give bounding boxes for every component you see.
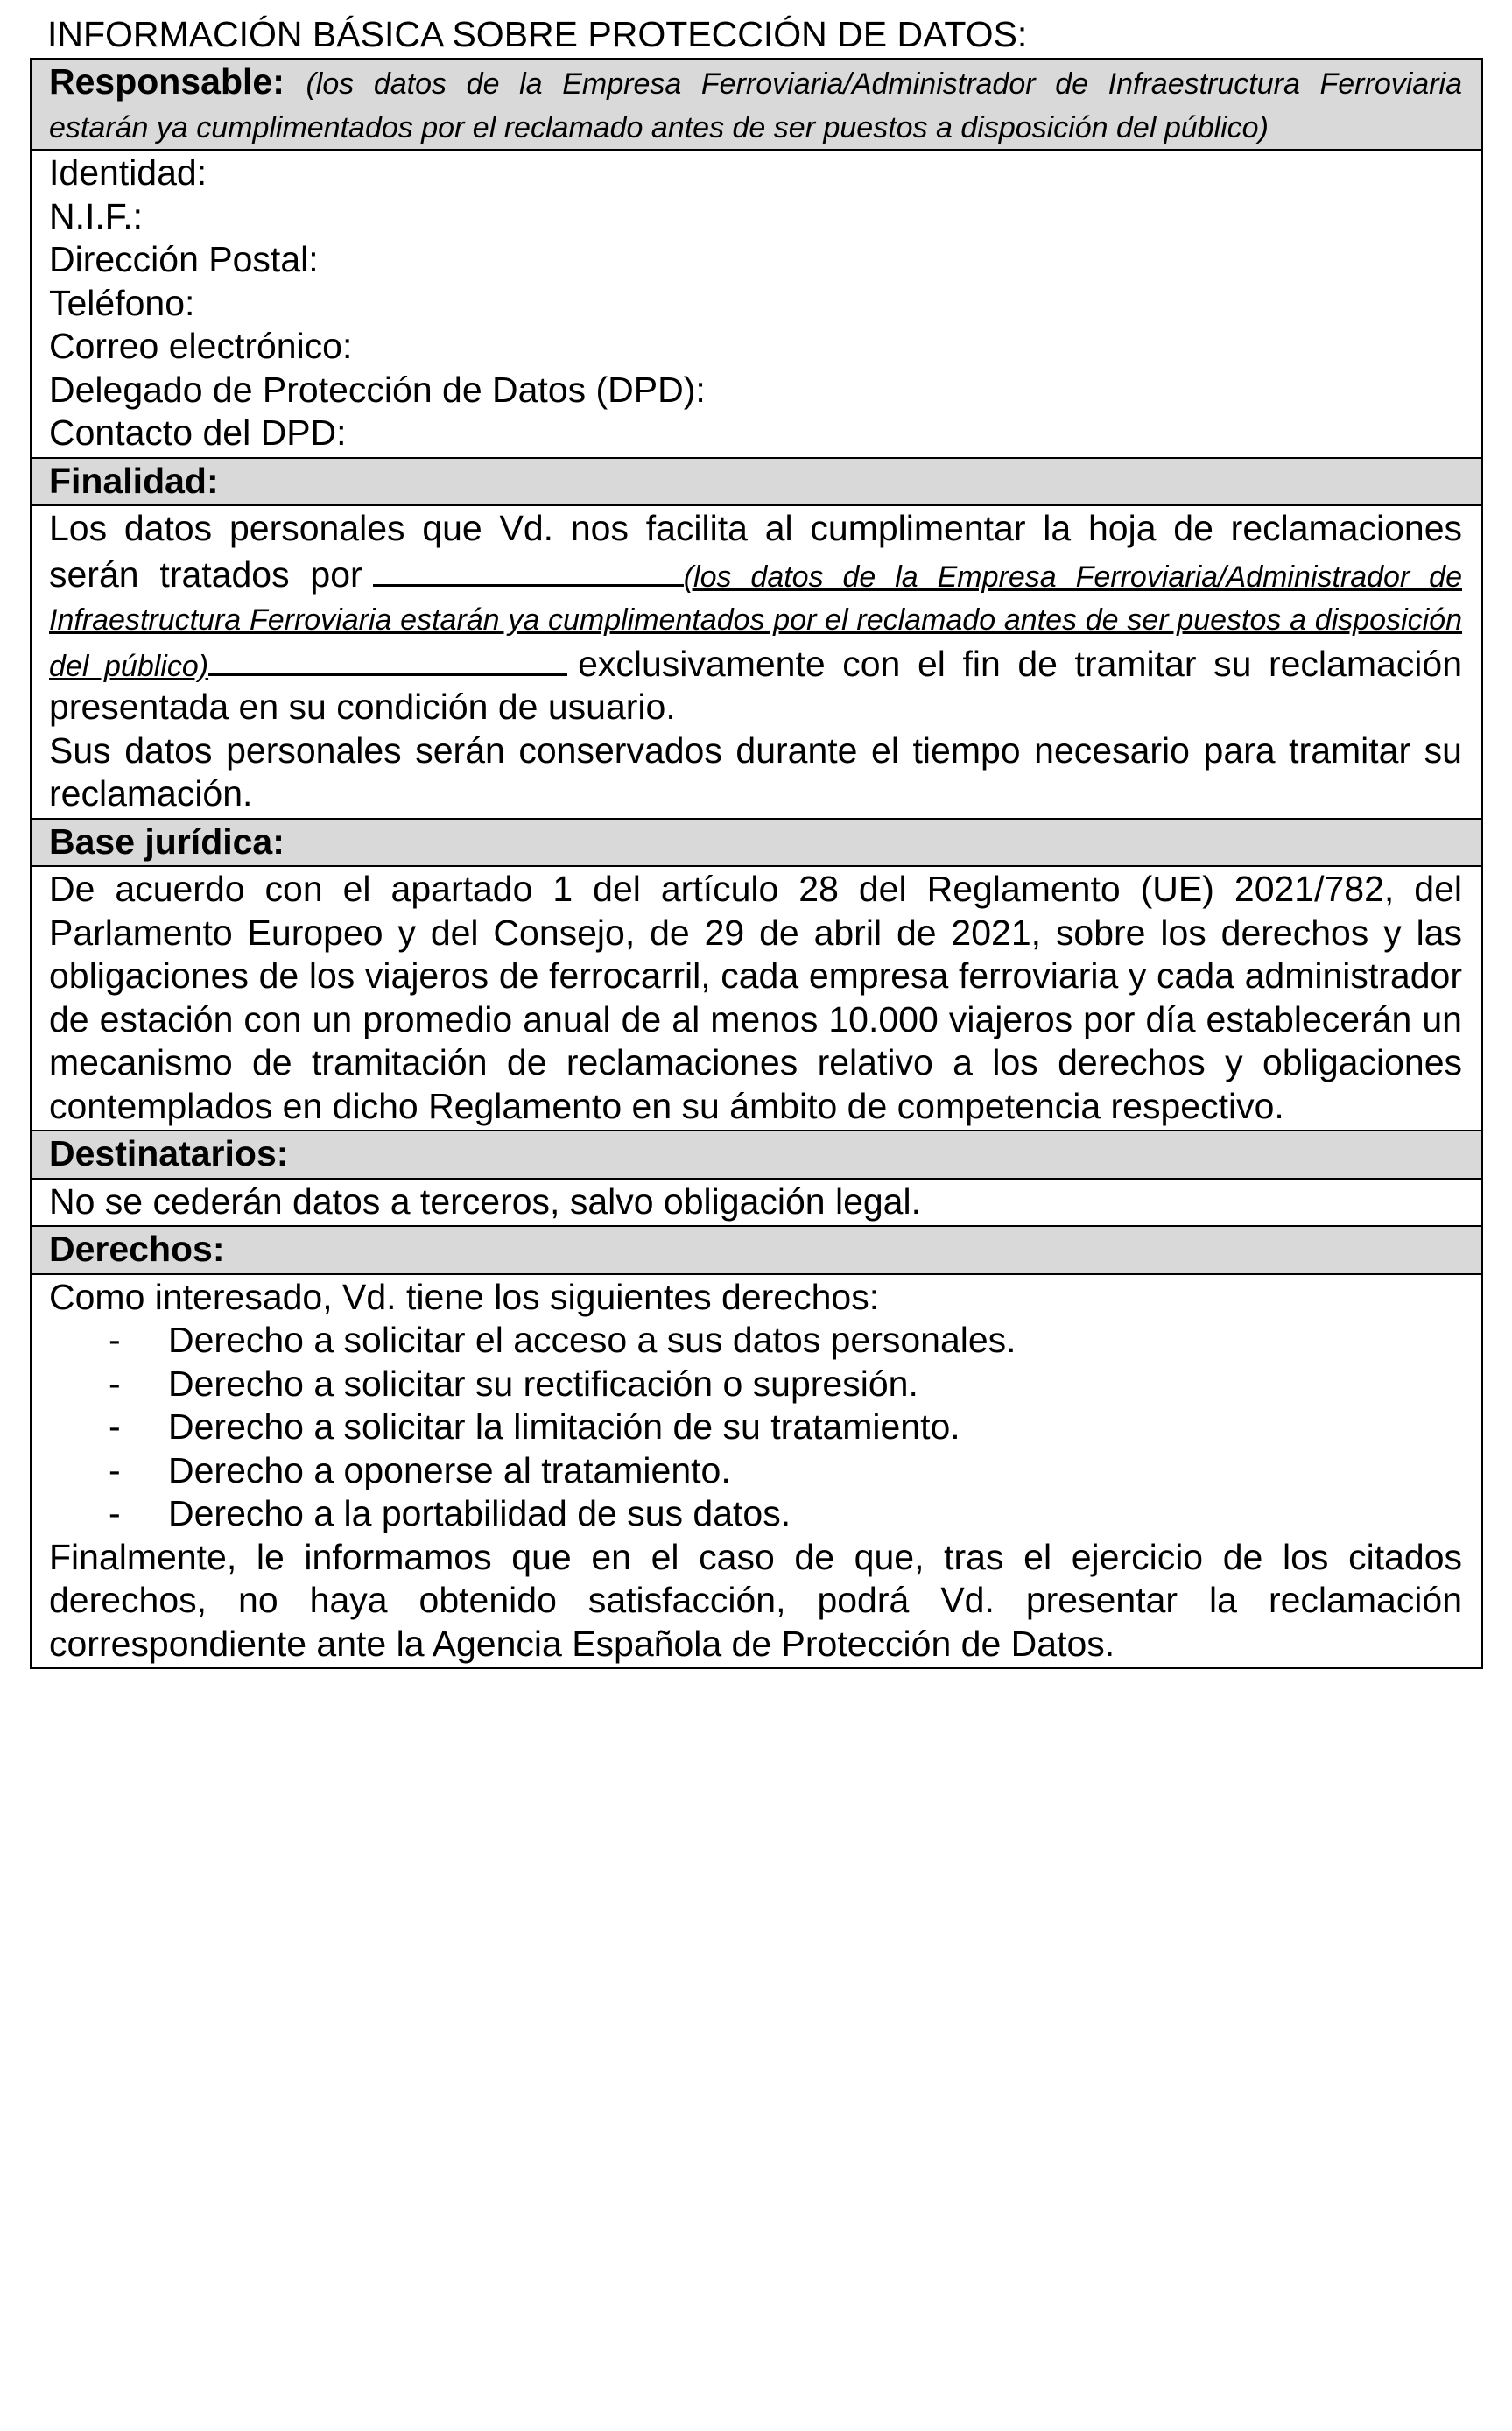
- finalidad-text-end: exclusivamente con el fin de tramitar su reclamación presentada en su condición de usuario.: [49, 643, 1463, 727]
- blank-line-entity-end: [208, 640, 567, 676]
- field-correo-electronico: Correo electrónico:: [49, 326, 353, 366]
- derechos-closing: Finalmente, le informamos que en el caso de que, tras el ejercicio de los citados derechos, no haya obtenido satisfacción, podrá Vd. presentar la reclamación correspondiente ante la Agencia Española de Protección de Datos.: [49, 1536, 1462, 1664]
- derecho-rectificacion: Derecho a solicitar su rectificación o supresión.: [168, 1363, 918, 1404]
- responsable-body: [31, 150, 1482, 458]
- responsable-heading: Responsable:: [49, 61, 285, 102]
- bullet-dash: -: [109, 1449, 121, 1490]
- list-item: [49, 1319, 1462, 1363]
- finalidad-header-row: [31, 458, 1482, 506]
- derecho-oposicion: Derecho a oponerse al tratamiento.: [168, 1449, 731, 1490]
- base-juridica-header: Base jurídica:: [31, 819, 1482, 867]
- finalidad-body: [31, 505, 1482, 819]
- finalidad-note: (los datos de la Empresa Ferroviaria/Administrador de Infraestructura Ferroviaria estarán ya cumplimentados por el reclamado antes de ser puestos a disposición del público): [49, 560, 1462, 683]
- finalidad-body-row: [31, 505, 1482, 819]
- derecho-limitacion: Derecho a solicitar la limitación de su tratamiento.: [168, 1406, 960, 1447]
- field-telefono: Teléfono:: [49, 282, 195, 323]
- derechos-body: [31, 1274, 1482, 1669]
- list-item: [49, 1449, 1462, 1493]
- field-contacto-dpd: Contacto del DPD:: [49, 412, 347, 453]
- responsable-body-row: [31, 150, 1482, 458]
- finalidad-paragraph: [49, 507, 1462, 729]
- destinatarios-body-row: [31, 1179, 1482, 1227]
- base-juridica-header-row: [31, 819, 1482, 867]
- finalidad-header: Finalidad:: [31, 458, 1482, 506]
- destinatarios-body: No se cederán datos a terceros, salvo obligación legal.: [31, 1179, 1482, 1227]
- destinatarios-header-row: [31, 1131, 1482, 1179]
- derechos-header: Derechos:: [31, 1226, 1482, 1274]
- bullet-dash: -: [109, 1493, 121, 1533]
- list-item: [49, 1492, 1462, 1536]
- document-title: INFORMACIÓN BÁSICA SOBRE PROTECCIÓN DE DATOS:: [47, 14, 1028, 54]
- field-identidad: Identidad:: [49, 152, 207, 193]
- derecho-acceso: Derecho a solicitar el acceso a sus datos personales.: [168, 1320, 1016, 1360]
- derechos-list: [49, 1319, 1462, 1536]
- base-juridica-body: De acuerdo con el apartado 1 del artículo 28 del Reglamento (UE) 2021/782, del Parlamento Europeo y del Consejo, de 29 de abril de 2021, sobre los derechos y las obligaciones de los viajeros de ferrocarril, cada empresa ferroviaria y cada administrador de estación con un promedio anual de al menos 10.000 viajeros por día establecerán un mecanismo de tramitación de reclamaciones relativo a los derechos y obligaciones contemplados en dicho Reglamento en su ámbito de competencia respectivo.: [31, 866, 1482, 1131]
- derechos-body-row: [31, 1274, 1482, 1669]
- base-juridica-body-row: [31, 866, 1482, 1131]
- derechos-intro: Como interesado, Vd. tiene los siguientes derechos:: [49, 1276, 880, 1317]
- derecho-portabilidad: Derecho a la portabilidad de sus datos.: [168, 1493, 791, 1533]
- document-page: [30, 12, 1483, 1669]
- data-protection-table: [30, 58, 1483, 1669]
- derechos-header-row: [31, 1226, 1482, 1274]
- field-nif: N.I.F.:: [49, 195, 144, 236]
- finalidad-text-start: Los datos personales que Vd. nos facilita al cumplimentar la hoja de reclamaciones serán tratados por: [49, 508, 1462, 595]
- blank-line-entity: [373, 551, 684, 587]
- responsable-note: (los datos de la Empresa Ferroviaria/Administrador de Infraestructura Ferroviaria estarán ya cumplimentados por el reclamado antes de ser puestos a disposición del público): [49, 67, 1462, 144]
- list-item: [49, 1406, 1462, 1449]
- field-delegado-dpd: Delegado de Protección de Datos (DPD):: [49, 369, 706, 410]
- finalidad-retention: Sus datos personales serán conservados durante el tiempo necesario para tramitar su reclamación.: [49, 729, 1462, 814]
- bullet-dash: -: [109, 1320, 121, 1360]
- field-direccion-postal: Dirección Postal:: [49, 239, 319, 279]
- list-item: [49, 1363, 1462, 1406]
- responsable-header: [31, 59, 1482, 150]
- bullet-dash: -: [109, 1363, 121, 1404]
- destinatarios-header: Destinatarios:: [31, 1131, 1482, 1179]
- responsable-header-row: [31, 59, 1482, 150]
- bullet-dash: -: [109, 1406, 121, 1447]
